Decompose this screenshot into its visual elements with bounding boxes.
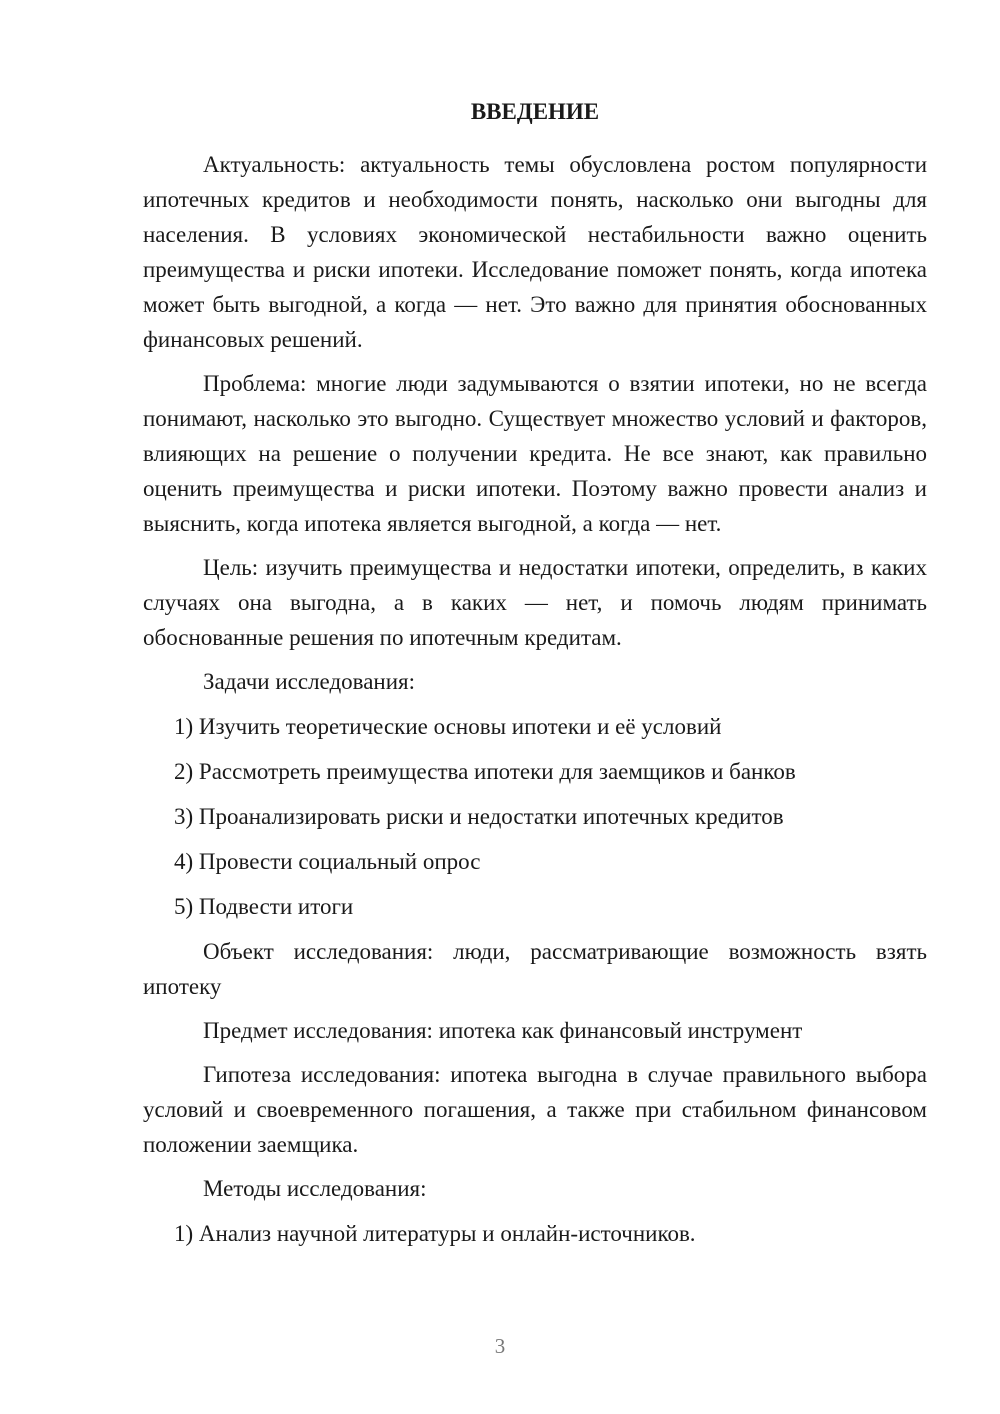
- task-item-5: 5) Подвести итоги: [174, 894, 354, 919]
- task-item-3: 3) Проанализировать риски и недостатки ипотечных кредитов: [174, 804, 784, 829]
- task-item-1: 1) Изучить теоретические основы ипотеки и её условий: [174, 714, 722, 739]
- subject-paragraph: Предмет исследования: ипотека как финансовый инструмент: [203, 1018, 803, 1043]
- problem-paragraph: Проблема: многие люди задумываются о взятии ипотеки, но не всегда понимают, насколько это выгодно. Существует множество условий и факторов, влияющих на решение о получении кредита. Не все знают, как правильно оценить преимущества и риски ипотеки. Поэтому важно провести анализ и выяснить, когда ипотека является выгодной, а когда — нет.: [143, 371, 927, 536]
- relevance-paragraph: Актуальность: актуальность темы обусловлена ростом популярности ипотечных кредитов и необходимости понять, насколько они выгодны для населения. В условиях экономической нестабильности важно оценить преимущества и риски ипотеки. Исследование поможет понять, когда ипотека может быть выгодной, а когда — нет. Это важно для принятия обоснованных финансовых решений.: [143, 152, 927, 352]
- page-number: 3: [494, 1334, 506, 1358]
- goal-paragraph: Цель: изучить преимущества и недостатки ипотеки, определить, в каких случаях она выгодна, а в каких — нет, и помочь людям принимать обоснованные решения по ипотечным кредитам.: [143, 555, 927, 650]
- hypothesis-paragraph: Гипотеза исследования: ипотека выгодна в случае правильного выбора условий и своевременного погашения, а также при стабильном финансовом положении заемщика.: [143, 1062, 927, 1157]
- object-paragraph: Объект исследования: люди, рассматривающие возможность взять ипотеку: [143, 939, 927, 999]
- methods-heading: Методы исследования:: [203, 1176, 427, 1201]
- page-title: ВВЕДЕНИЕ: [470, 99, 600, 124]
- page-content: [143, 94, 927, 1261]
- task-item-2: 2) Рассмотреть преимущества ипотеки для заемщиков и банков: [174, 759, 796, 784]
- tasks-heading: Задачи исследования:: [203, 669, 416, 694]
- method-item-1: 1) Анализ научной литературы и онлайн-источников.: [174, 1221, 696, 1246]
- task-item-4: 4) Провести социальный опрос: [174, 849, 481, 874]
